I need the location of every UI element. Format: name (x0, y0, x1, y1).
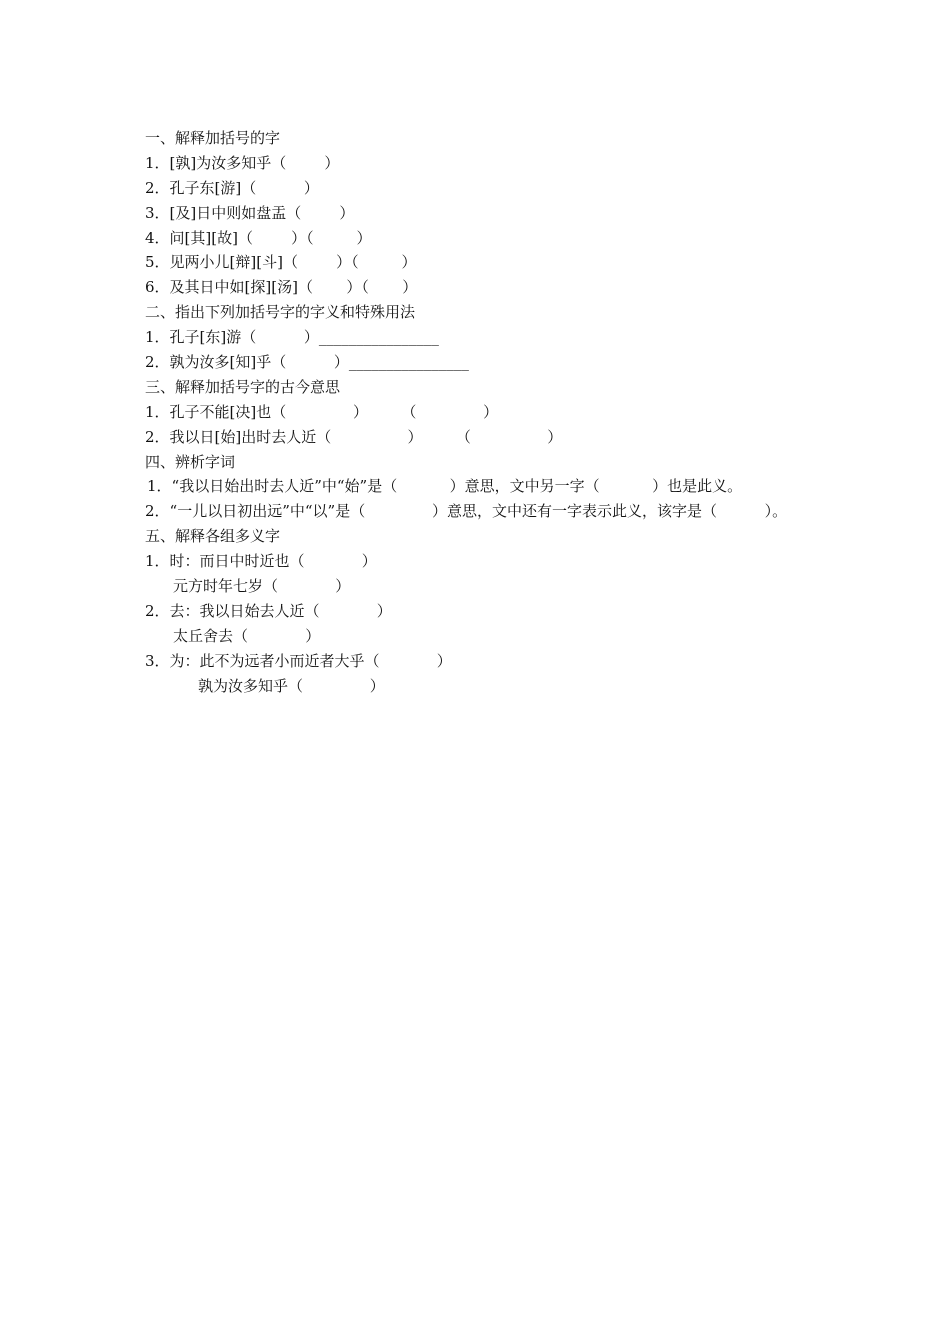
section-heading-4: 四、辨析字词 (145, 452, 236, 471)
question-line: 3．为：此不为远者小而近者大乎（ ） (145, 651, 452, 670)
question-line: 2．去：我以日始去人近（ ） (145, 601, 392, 620)
sub-question-line: 孰为汝多知乎（ ） (198, 676, 385, 695)
section-heading-3: 三、解释加括号字的古今意思 (145, 377, 341, 396)
question-line: 2．“一儿以日初出远”中“以”是（ ）意思，文中还有一字表示此义，该字是（ ）。 (145, 502, 788, 521)
question-line: 1．时：而日中时近也（ ） (145, 552, 377, 571)
question-line: 5．见两小儿[辩][斗]（ ）（ ） (145, 253, 417, 272)
question-line: 4．问[其][故]（ ）（ ） (145, 228, 372, 247)
sub-question-line: 元方时年七岁（ ） (173, 577, 351, 596)
question-line: 1．孔子[东]游（ ）________________ (145, 328, 439, 347)
question-line: 2．孔子东[游]（ ） (145, 178, 319, 197)
question-line: 2．孰为汝多[知]乎（ ）________________ (145, 353, 469, 372)
question-line: 1．孔子不能[决]也（ ） （ ） (145, 402, 499, 421)
section-heading-2: 二、指出下列加括号字的字义和特殊用法 (145, 303, 416, 322)
question-line: 3．[及]日中则如盘盂（ ） (145, 203, 355, 222)
question-line: 2．我以日[始]出时去人近（ ） （ ） (145, 427, 563, 446)
worksheet-body (145, 126, 815, 699)
question-line: 1．[孰]为汝多知乎（ ） (145, 153, 340, 172)
section-heading-5: 五、解释各组多义字 (145, 527, 281, 546)
section-heading-1: 一、解释加括号的字 (145, 129, 281, 147)
sub-question-line: 太丘舍去（ ） (173, 626, 321, 645)
question-line: 6．及其日中如[探][汤]（ ）（ ） (145, 278, 418, 297)
question-line: 1．“我以日始出时去人近”中“始”是（ ）意思，文中另一字（ ）也是此义。 (147, 477, 743, 496)
